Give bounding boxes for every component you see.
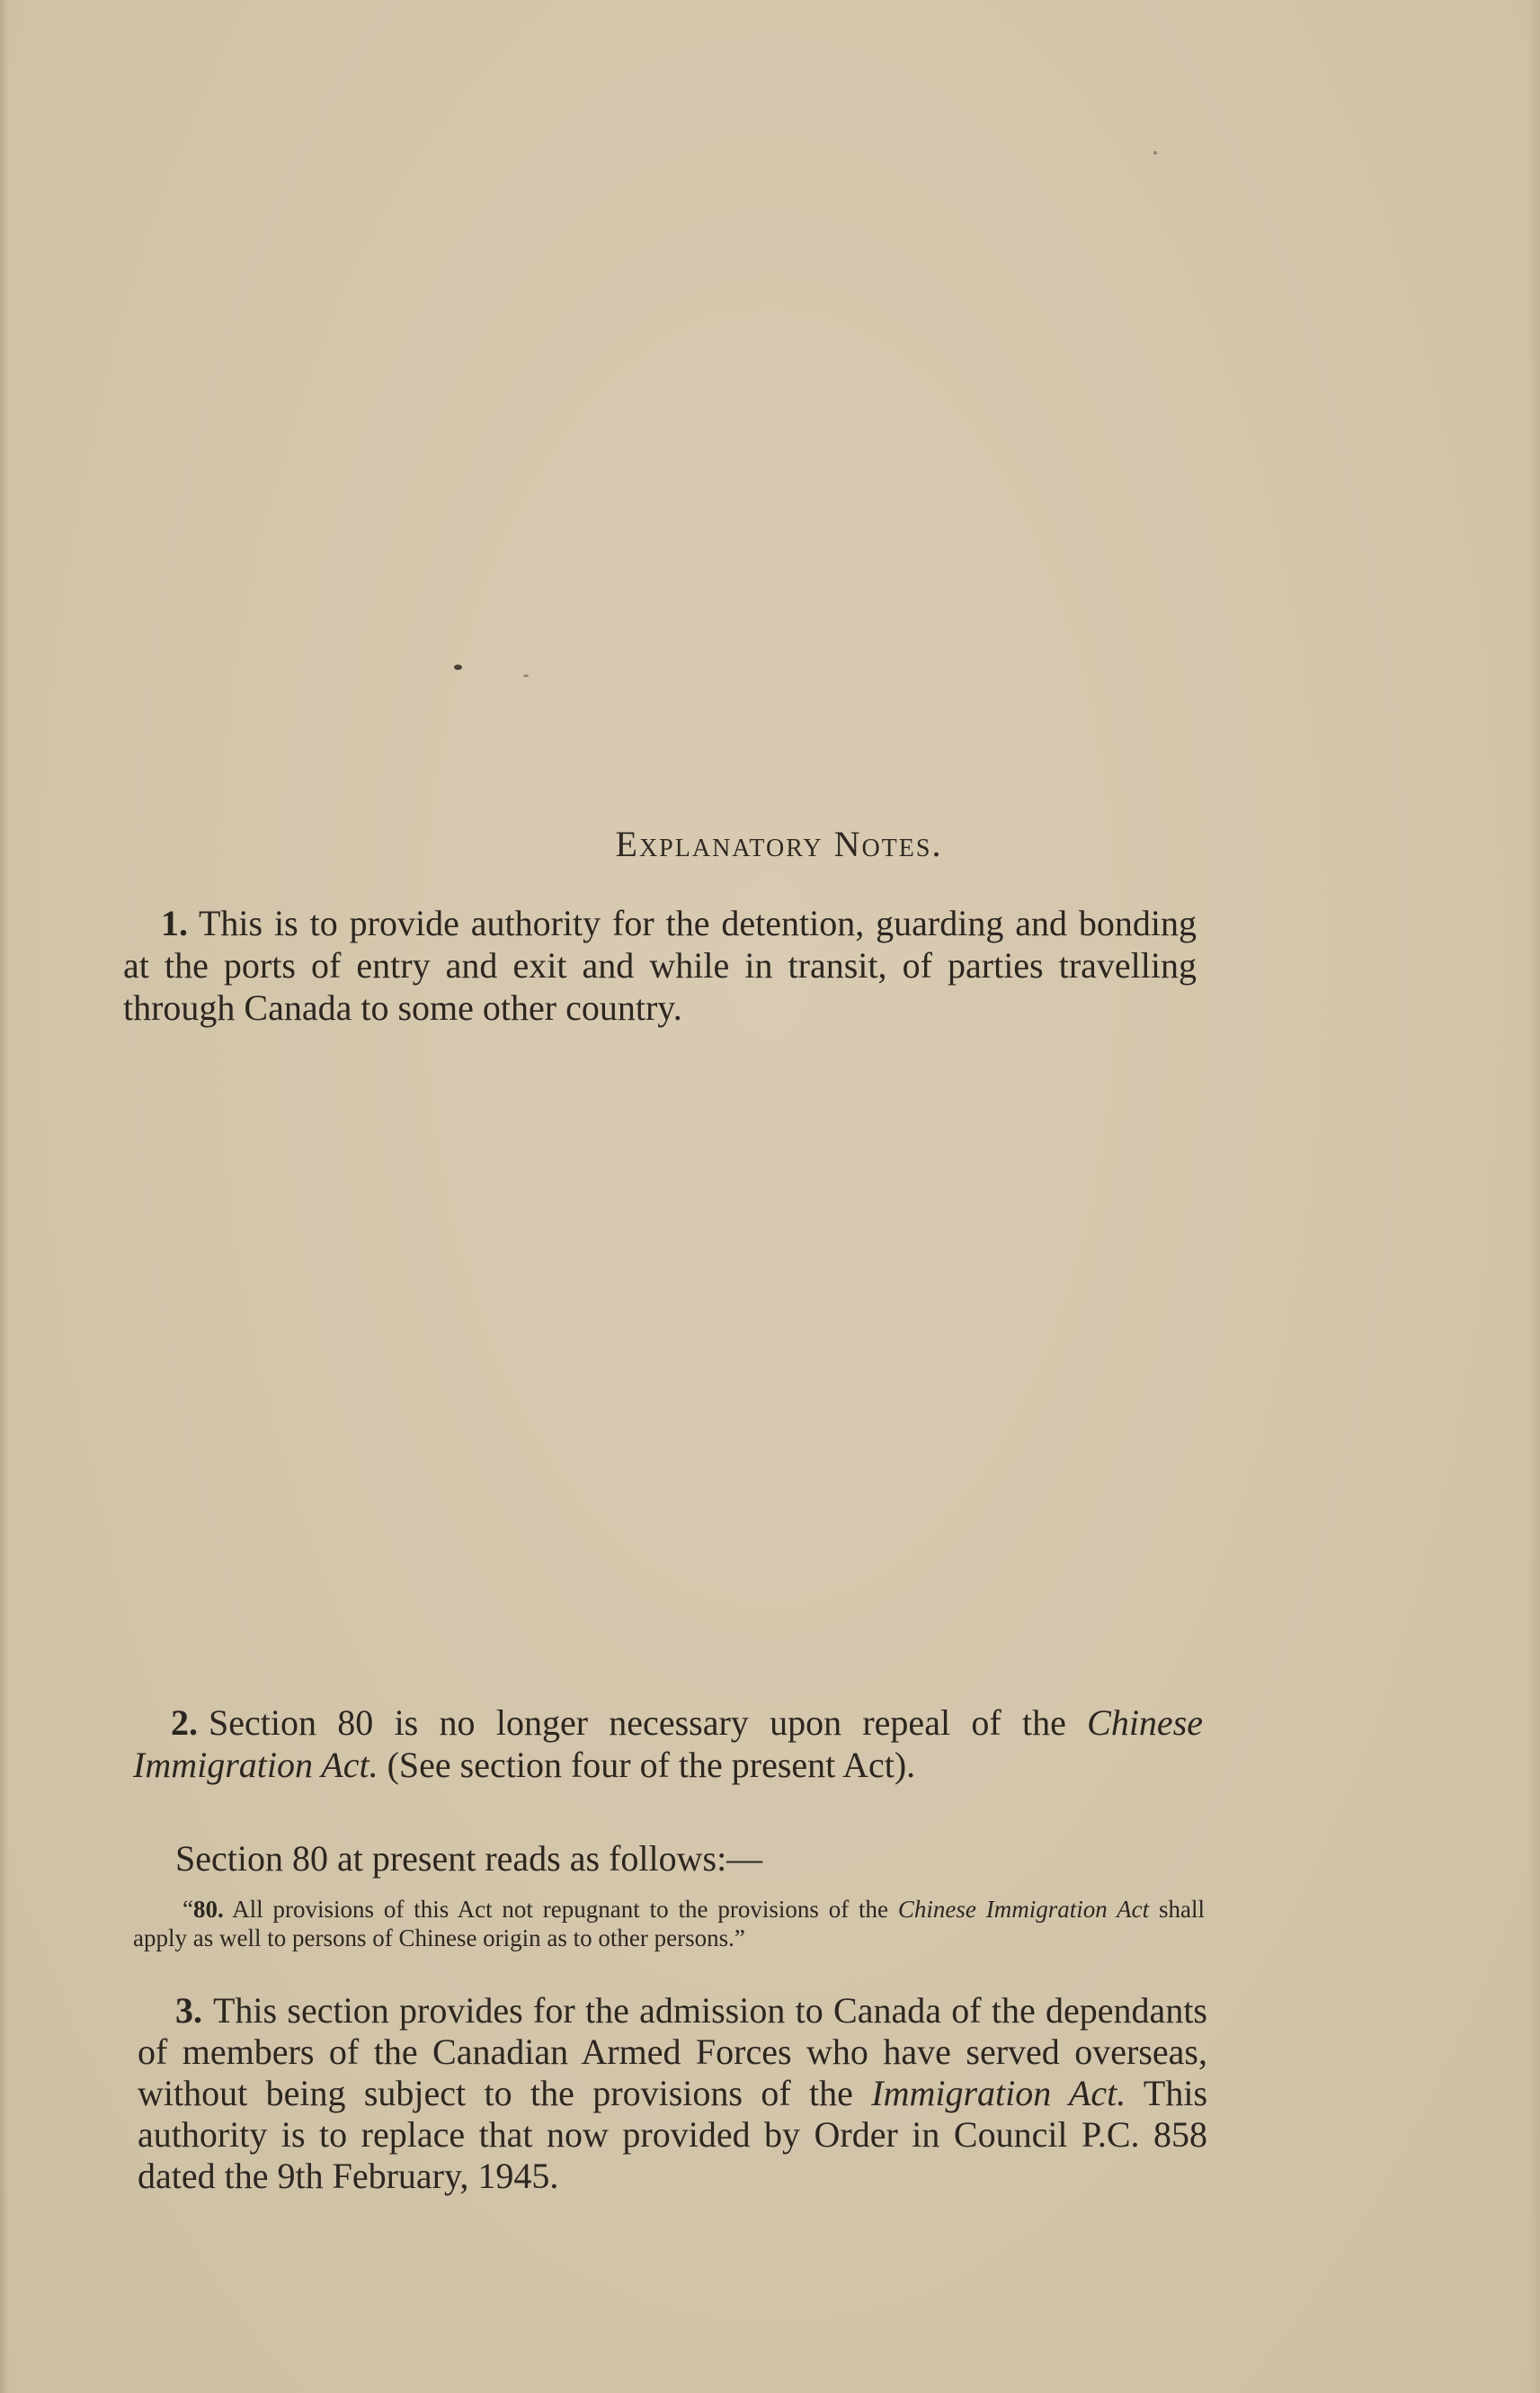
note-text: This section provides for the admission to Canada of the dependants of members of the Canadian Armed Forces who have served overseas, without being subject to the provisions of the xyxy=(138,1990,1207,2113)
note-text: This is to provide authority for the detention, guarding and bonding at the ports of entry and exit and while in transit, of parties travelling through Canada to some other country. xyxy=(123,903,1197,1028)
quote-section-number: 80. xyxy=(192,1896,224,1923)
note-number: 2 xyxy=(171,1702,189,1743)
page-heading: Explanatory Notes. xyxy=(615,824,943,864)
ink-speck xyxy=(523,674,529,677)
note-text: (See section four of the present Act). xyxy=(387,1745,916,1785)
note-number-dot: . xyxy=(193,1990,202,2031)
note-paragraph xyxy=(138,1990,1207,2197)
act-name: Immigration Act. xyxy=(871,2073,1126,2113)
note-number-dot: . xyxy=(179,903,188,943)
page-edge-left xyxy=(0,0,9,2393)
section-80-lead: Section 80 at present reads as follows:— xyxy=(175,1838,763,1879)
explanatory-note-3 xyxy=(138,1990,1207,2197)
note-number: 3 xyxy=(175,1990,193,2031)
note-paragraph xyxy=(123,902,1197,1029)
quote-open-mark: “ xyxy=(182,1896,193,1923)
explanatory-note-1 xyxy=(123,902,1197,1029)
note-text: This authority is to replace that now provided by Order in Council P.C. 858 dated the 9th February, 1945. xyxy=(138,2073,1208,2196)
ink-speck xyxy=(454,665,462,670)
quoted-section-80 xyxy=(133,1895,1205,1952)
note-text: Section 80 is no longer necessary upon repeal of the xyxy=(209,1702,1066,1743)
quote-paragraph xyxy=(133,1895,1205,1952)
act-name: Chinese Immigration Act xyxy=(897,1896,1150,1923)
note-number-dot: . xyxy=(189,1702,198,1743)
note-number: 1 xyxy=(161,903,179,943)
page-edge-right xyxy=(1527,0,1540,2393)
act-name: Chinese Immigration Act. xyxy=(133,1702,1204,1785)
ink-speck xyxy=(1153,151,1157,155)
quote-text: shall apply as well to persons of Chinese origin as to other persons.” xyxy=(133,1896,1205,1951)
quote-text: All provisions of this Act not repugnant to the provisions of the xyxy=(232,1896,889,1923)
note-paragraph xyxy=(133,1701,1203,1786)
explanatory-note-2 xyxy=(133,1701,1203,1786)
